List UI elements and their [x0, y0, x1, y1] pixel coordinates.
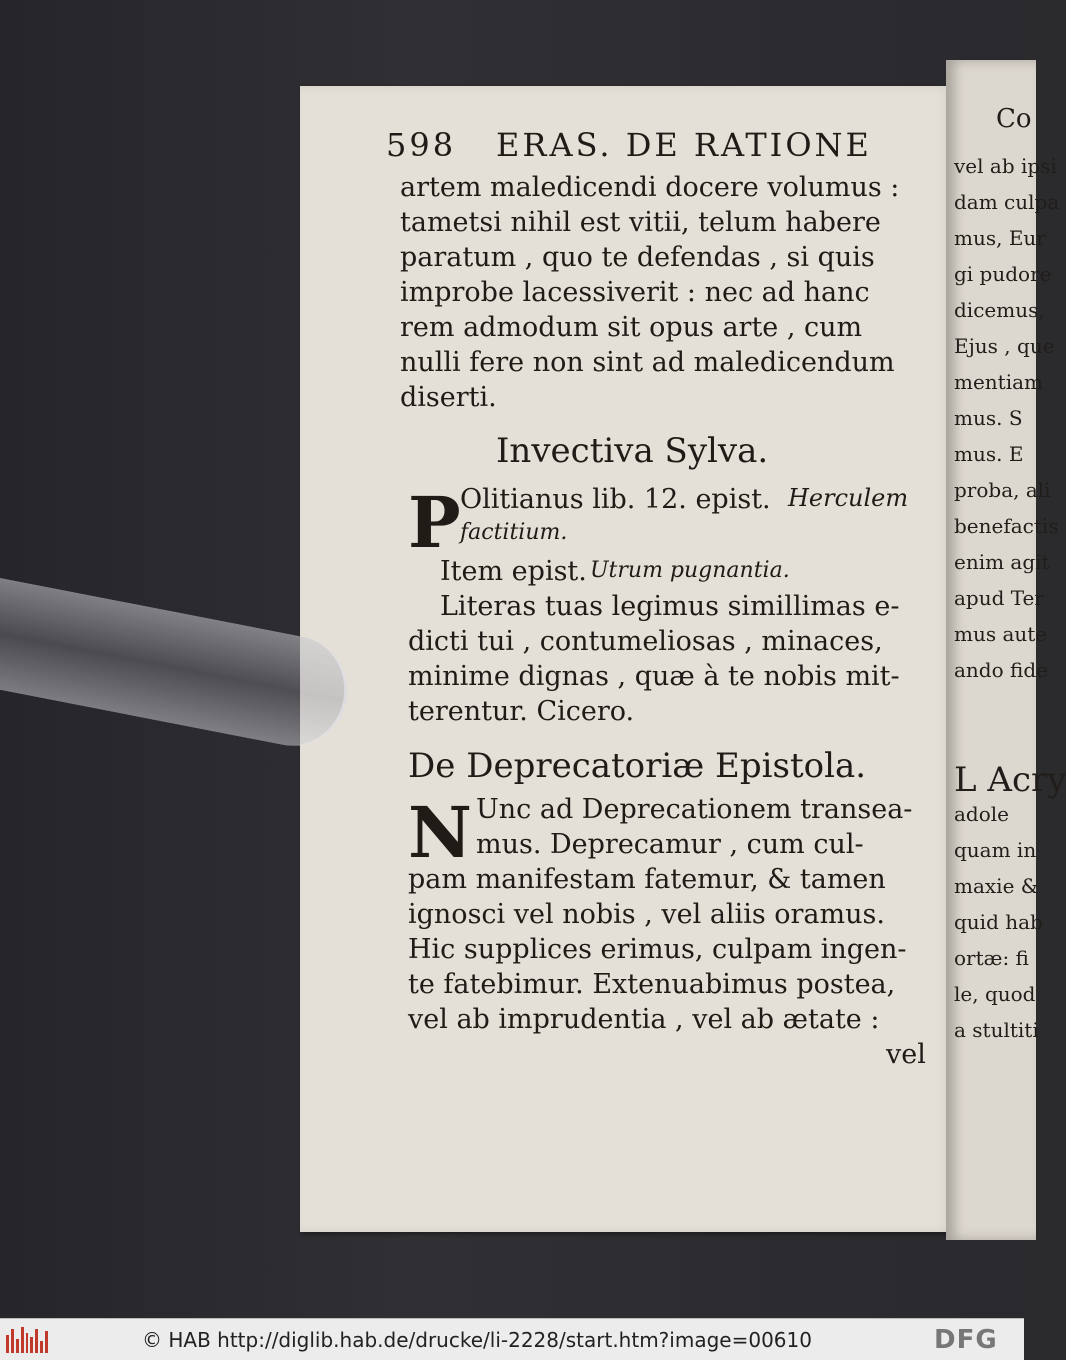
- fragment-line: apud Ter: [954, 586, 1044, 610]
- fragment-line: benefactis: [954, 514, 1059, 538]
- fragment-line: mus. E: [954, 442, 1024, 466]
- catchword: vel: [886, 1039, 926, 1070]
- book-page-598: [300, 86, 952, 1232]
- fragment-line: ando fide: [954, 658, 1048, 682]
- fragment-line: Co: [996, 104, 1032, 134]
- text-line: Hic supplices erimus, culpam ingen-: [408, 934, 907, 965]
- text-line: vel ab imprudentia , vel ab ætate :: [408, 1004, 880, 1035]
- text-line: Olitianus lib. 12. epist.: [460, 484, 771, 515]
- page-number: 598: [386, 126, 457, 164]
- text-line: Unc ad Deprecationem transea-: [476, 794, 913, 825]
- italic-text: Utrum pugnantia.: [590, 558, 790, 583]
- drop-cap-p: P: [408, 481, 461, 564]
- fragment-line: ortæ: fi: [954, 946, 1029, 970]
- text-line: terentur. Cicero.: [408, 696, 635, 727]
- fragment-line: proba, ali: [954, 478, 1051, 502]
- fragment-line: mus aute: [954, 622, 1048, 646]
- text-line: diserti.: [400, 382, 497, 413]
- fragment-line: enim agit: [954, 550, 1050, 574]
- adjacent-page-fragment: [946, 60, 1066, 1240]
- footer-bar: [0, 1318, 1024, 1360]
- fragment-line: Ejus , que: [954, 334, 1055, 358]
- drop-cap-n: N: [408, 791, 472, 874]
- italic-text: factitium.: [460, 520, 568, 545]
- fragment-line: a stultiti: [954, 1018, 1039, 1042]
- text-line: mus. Deprecamur , cum cul-: [476, 829, 864, 860]
- fragment-line: gi pudore: [954, 262, 1052, 286]
- fragment-line: maxie &: [954, 874, 1039, 898]
- fragment-line: mus. S: [954, 406, 1023, 430]
- text-line: tametsi nihil est vitii, telum habere: [400, 207, 881, 238]
- fragment-line: dam culpa: [954, 190, 1060, 214]
- section-title-invectiva: Invectiva Sylva.: [496, 431, 769, 471]
- section-title-deprecatoria: De Deprecatoriæ Epistola.: [408, 746, 867, 786]
- text-line: improbe lacessiverit : nec ad hanc: [400, 277, 870, 308]
- text-line: te fatebimur. Extenuabimus postea,: [408, 969, 896, 1000]
- text-line: paratum , quo te defendas , si quis: [400, 242, 875, 273]
- hab-logo-icon: [6, 1325, 48, 1353]
- fragment-line: adole: [954, 802, 1009, 826]
- text-line: dicti tui , contumeliosas , minaces,: [408, 626, 883, 657]
- fragment-line: vel ab ipsi: [954, 154, 1057, 178]
- dfg-logo: DFG: [934, 1325, 998, 1355]
- text-line: nulli fere non sint ad maledicendum: [400, 347, 895, 378]
- italic-text: Herculem: [788, 484, 909, 512]
- fragment-line: dicemus,: [954, 298, 1045, 322]
- text-line: artem maledicendi docere volumus :: [400, 172, 900, 203]
- fragment-line: L Acry: [954, 760, 1066, 800]
- copyright-link[interactable]: © HAB http://diglib.hab.de/drucke/li-2228/start.htm?image=00610: [142, 1328, 812, 1352]
- text-line: minime dignas , quæ à te nobis mit-: [408, 661, 900, 692]
- text-line: Literas tuas legimus simillimas e-: [440, 591, 900, 622]
- fragment-line: le, quod: [954, 982, 1036, 1006]
- fragment-line: quid hab: [954, 910, 1043, 934]
- text-line: rem admodum sit opus arte , cum: [400, 312, 863, 343]
- fragment-line: mus, Eur: [954, 226, 1046, 250]
- fragment-line: mentiam: [954, 370, 1044, 394]
- text-line: ignosci vel nobis , vel aliis oramus.: [408, 899, 885, 930]
- text-line: Item epist.: [440, 556, 587, 587]
- text-line: pam manifestam fatemur, & tamen: [408, 864, 886, 895]
- running-title: ERAS. DE RATIONE: [496, 126, 872, 164]
- fragment-line: quam in: [954, 838, 1037, 862]
